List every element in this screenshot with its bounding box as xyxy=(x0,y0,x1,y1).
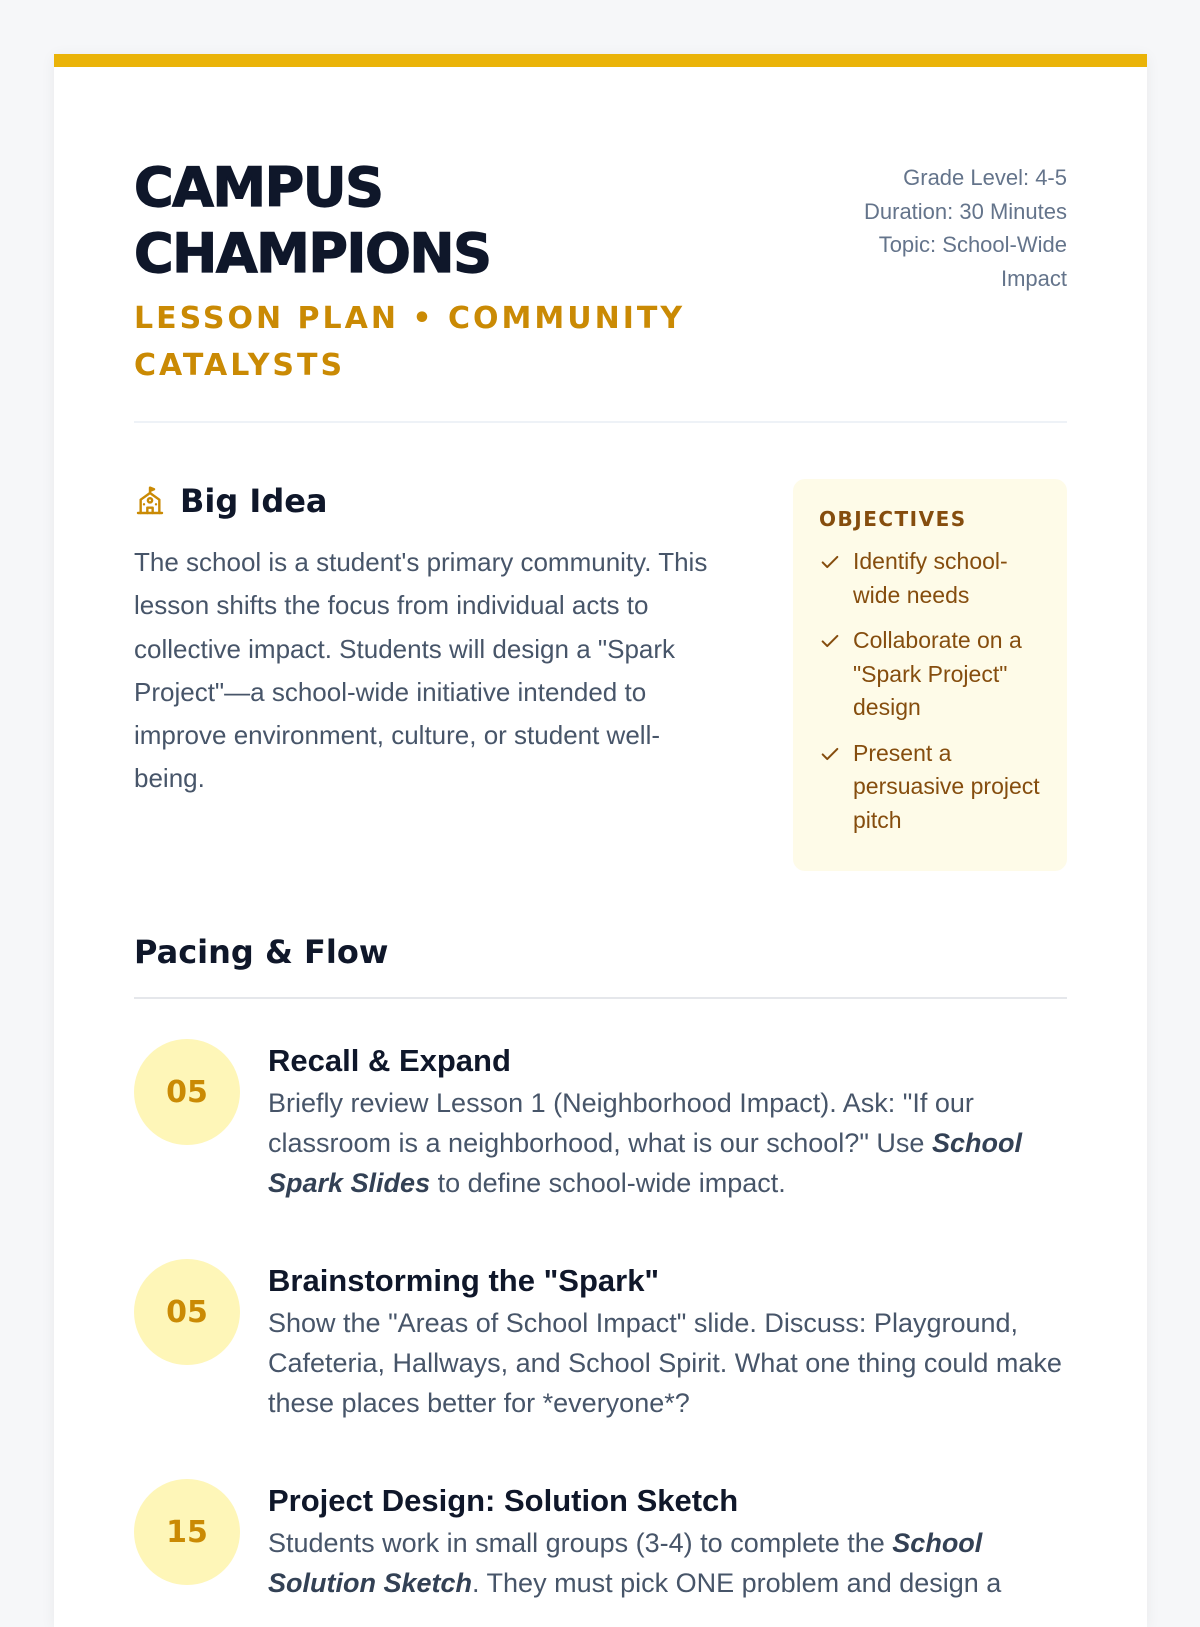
minutes-badge: 05 xyxy=(134,1259,240,1365)
objective-text: Identify school-wide needs xyxy=(853,548,1008,608)
step-text: Briefly review Lesson 1 (Neighborhood Impact). Ask: "If our classroom is a neighborhood, what is our school?" Use xyxy=(268,1088,974,1158)
objective-text: Collaborate on a "Spark Project" design xyxy=(853,627,1022,720)
objectives-panel xyxy=(793,479,1067,871)
step-description: Show the "Areas of School Impact" slide. Discuss: Playground, Cafeteria, Hallways, and School Spirit. What one thing could make these places better for *everyone*? xyxy=(268,1308,1062,1418)
big-idea-text: The school is a student's primary community. This lesson shifts the focus from individual acts to collective impact. Students will design a "Spark Project"—a school-wide initiative intended to improve environment, culture, or student well-being. xyxy=(134,547,708,794)
big-idea-heading: Big Idea xyxy=(180,482,328,520)
objective-item xyxy=(819,545,1041,612)
resource-name: School Spark Slides xyxy=(268,1128,1022,1198)
objectives-heading: OBJECTIVES xyxy=(819,507,967,531)
step-body xyxy=(268,1039,1067,1203)
minutes-badge: 15 xyxy=(134,1479,240,1585)
pacing-divider xyxy=(134,997,1067,999)
page-title xyxy=(134,155,694,287)
objective-text: Present a persuasive project pitch xyxy=(853,739,1040,833)
step-title: Project Design: Solution Sketch xyxy=(268,1483,739,1518)
lesson-plan-page xyxy=(54,54,1147,1627)
lesson-meta xyxy=(827,161,1067,295)
step-description xyxy=(268,1083,1067,1203)
title-line-2: CHAMPIONS xyxy=(134,222,491,285)
step-title: Recall & Expand xyxy=(268,1043,511,1078)
check-icon xyxy=(819,551,841,573)
title-line-1: CAMPUS xyxy=(134,156,383,219)
objective-item xyxy=(819,624,1041,725)
step-description xyxy=(268,1523,1067,1603)
step-body xyxy=(268,1479,1067,1603)
meta-topic: Topic: School-Wide Impact xyxy=(878,232,1067,291)
school-building-icon xyxy=(134,485,166,517)
step-title: Brainstorming the "Spark" xyxy=(268,1263,660,1298)
pacing-heading: Pacing & Flow xyxy=(134,933,389,971)
meta-grade-level: Grade Level: 4-5 xyxy=(903,165,1067,190)
objective-item xyxy=(819,737,1041,838)
header-divider xyxy=(134,421,1067,423)
minutes-badge: 05 xyxy=(134,1039,240,1145)
meta-duration: Duration: 30 Minutes xyxy=(864,198,1067,224)
objectives-list xyxy=(819,545,1041,837)
page-subtitle: LESSON PLAN • COMMUNITY CATALYSTS xyxy=(134,301,686,383)
step-body xyxy=(268,1259,1067,1423)
step-text: Students work in small groups (3-4) to complete the xyxy=(268,1528,893,1558)
check-icon xyxy=(819,743,841,765)
resource-name: School Solution Sketch xyxy=(268,1528,983,1598)
check-icon xyxy=(819,630,841,652)
step-text-end: . They must pick ONE problem and design a xyxy=(472,1568,1002,1598)
big-idea-header xyxy=(134,479,328,523)
step-text-end: to define school-wide impact. xyxy=(430,1168,786,1198)
